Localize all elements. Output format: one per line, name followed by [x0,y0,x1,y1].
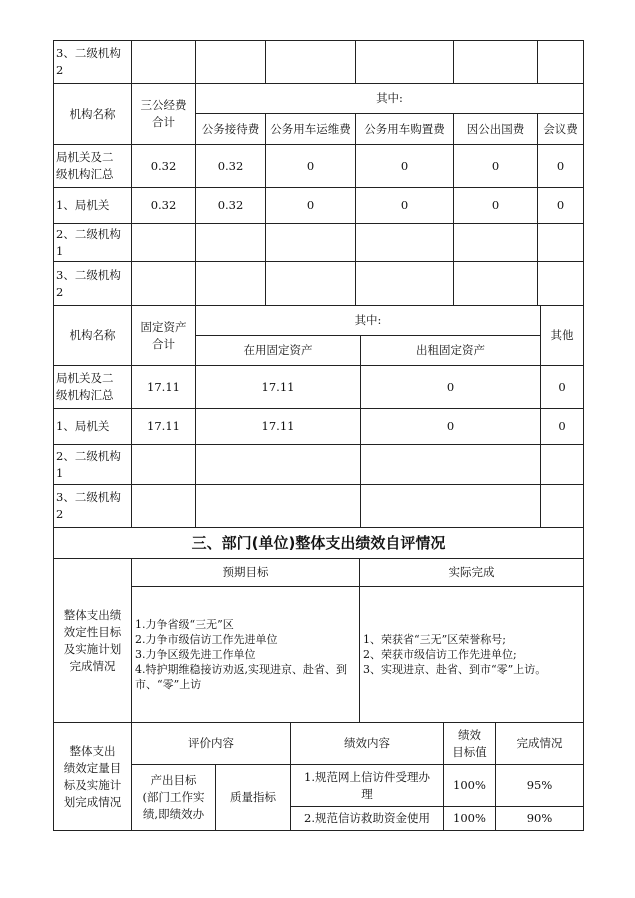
value-cell: 0 [541,409,584,445]
performance-content-header: 绩效内容 [291,723,444,765]
section-title: 三、部门(单位)整体支出绩效自评情况 [54,528,584,559]
target-value-cell: 100% [444,807,496,831]
table-row [54,765,584,807]
column-header: 公务用车购置费 [356,114,454,145]
table-row [54,485,584,528]
list-item: 1、荣获省“三无”区荣誉称号; [363,633,506,646]
output-goal-label: 产出目标 (部门工作实 绩,即绩效办 [132,765,216,831]
table-row [54,224,584,262]
target-value-header: 绩效 目标值 [444,723,496,765]
table-row [54,587,584,723]
total-header: 固定资产 合计 [132,306,196,366]
table-header-row [54,306,584,336]
total-cell: 0.32 [132,145,196,188]
performance-quantitative-table [53,722,584,831]
table-row [54,262,584,306]
list-item: 1.力争省级“三无”区 [135,618,234,631]
org-name-cell: 2、二级机构 1 [54,224,132,262]
org-name-cell: 2、二级机构 1 [54,445,132,485]
table-row [54,188,584,224]
list-item: 3、实现进京、赴省、到市“零”上访。 [363,663,547,676]
expected-goals-cell [132,587,360,723]
list-item: 4.特护期维稳接访劝返,实现进京、赴省、到市、“零”上访 [135,663,347,691]
list-item: 2.力争市级信访工作先进单位 [135,633,278,646]
table-row [54,145,584,188]
table-header-row [54,559,584,587]
quality-indicator-label: 质量指标 [216,765,291,831]
table-header-row [54,84,584,114]
qizhong-header: 其中: [196,84,584,114]
document-page [53,40,583,831]
completion-cell: 95% [496,765,584,807]
column-header: 会议费 [538,114,584,145]
value-cell: 0 [454,145,538,188]
completion-cell: 90% [496,807,584,831]
value-cell: 0 [538,188,584,224]
value-cell: 0 [538,145,584,188]
value-cell: 17.11 [196,409,361,445]
in-use-header: 在用固定资产 [196,336,361,366]
org-name-cell: 3、二级机构 2 [54,262,132,306]
value-cell: 0.32 [196,145,266,188]
fixed-assets-table [53,305,584,528]
org-name-cell: 3、二级机构 2 [54,485,132,528]
value-cell: 0 [361,366,541,409]
table-header-row [54,723,584,765]
indicator-content: 2.规范信访救助资金使用 [291,807,444,831]
qualitative-label: 整体支出绩 效定性目标 及实施计划 完成情况 [54,559,132,723]
org-name-cell: 1、局机关 [54,188,132,224]
list-item: 3.力争区级先进工作单位 [135,648,256,661]
value-cell: 17.11 [196,366,361,409]
section-title-row [54,528,584,559]
value-cell: 0 [356,145,454,188]
expected-goal-header: 预期目标 [132,559,360,587]
table-row [54,41,584,84]
sangong-table [53,40,584,306]
org-name-cell: 1、局机关 [54,409,132,445]
other-header: 其他 [541,306,584,366]
quantitative-label: 整体支出 绩效定量目 标及实施计 划完成情况 [54,723,132,831]
total-cell: 0.32 [132,188,196,224]
target-value-cell: 100% [444,765,496,807]
qizhong-header: 其中: [196,306,541,336]
table-row [54,409,584,445]
value-cell: 0.32 [196,188,266,224]
table-row [54,445,584,485]
table-row [54,366,584,409]
value-cell: 0 [266,188,356,224]
org-name-header: 机构名称 [54,306,132,366]
value-cell: 0 [266,145,356,188]
value-cell: 0 [356,188,454,224]
completion-header: 完成情况 [496,723,584,765]
total-header: 三公经费 合计 [132,84,196,145]
indicator-content: 1.规范网上信访件受理办 理 [291,765,444,807]
value-cell: 0 [361,409,541,445]
column-header: 因公出国费 [454,114,538,145]
eval-content-header: 评价内容 [132,723,291,765]
column-header: 公务接待费 [196,114,266,145]
rented-header: 出租固定资产 [361,336,541,366]
column-header: 公务用车运维费 [266,114,356,145]
actual-results-cell [360,587,584,723]
org-name-cell: 3、二级机构 2 [54,41,132,84]
org-name-cell: 局机关及二 级机构汇总 [54,145,132,188]
org-name-cell: 局机关及二 级机构汇总 [54,366,132,409]
list-item: 2、荣获市级信访工作先进单位; [363,648,517,661]
total-cell: 17.11 [132,366,196,409]
value-cell: 0 [541,366,584,409]
total-cell: 17.11 [132,409,196,445]
actual-completion-header: 实际完成 [360,559,584,587]
org-name-header: 机构名称 [54,84,132,145]
value-cell: 0 [454,188,538,224]
performance-qualitative-table [53,527,584,723]
